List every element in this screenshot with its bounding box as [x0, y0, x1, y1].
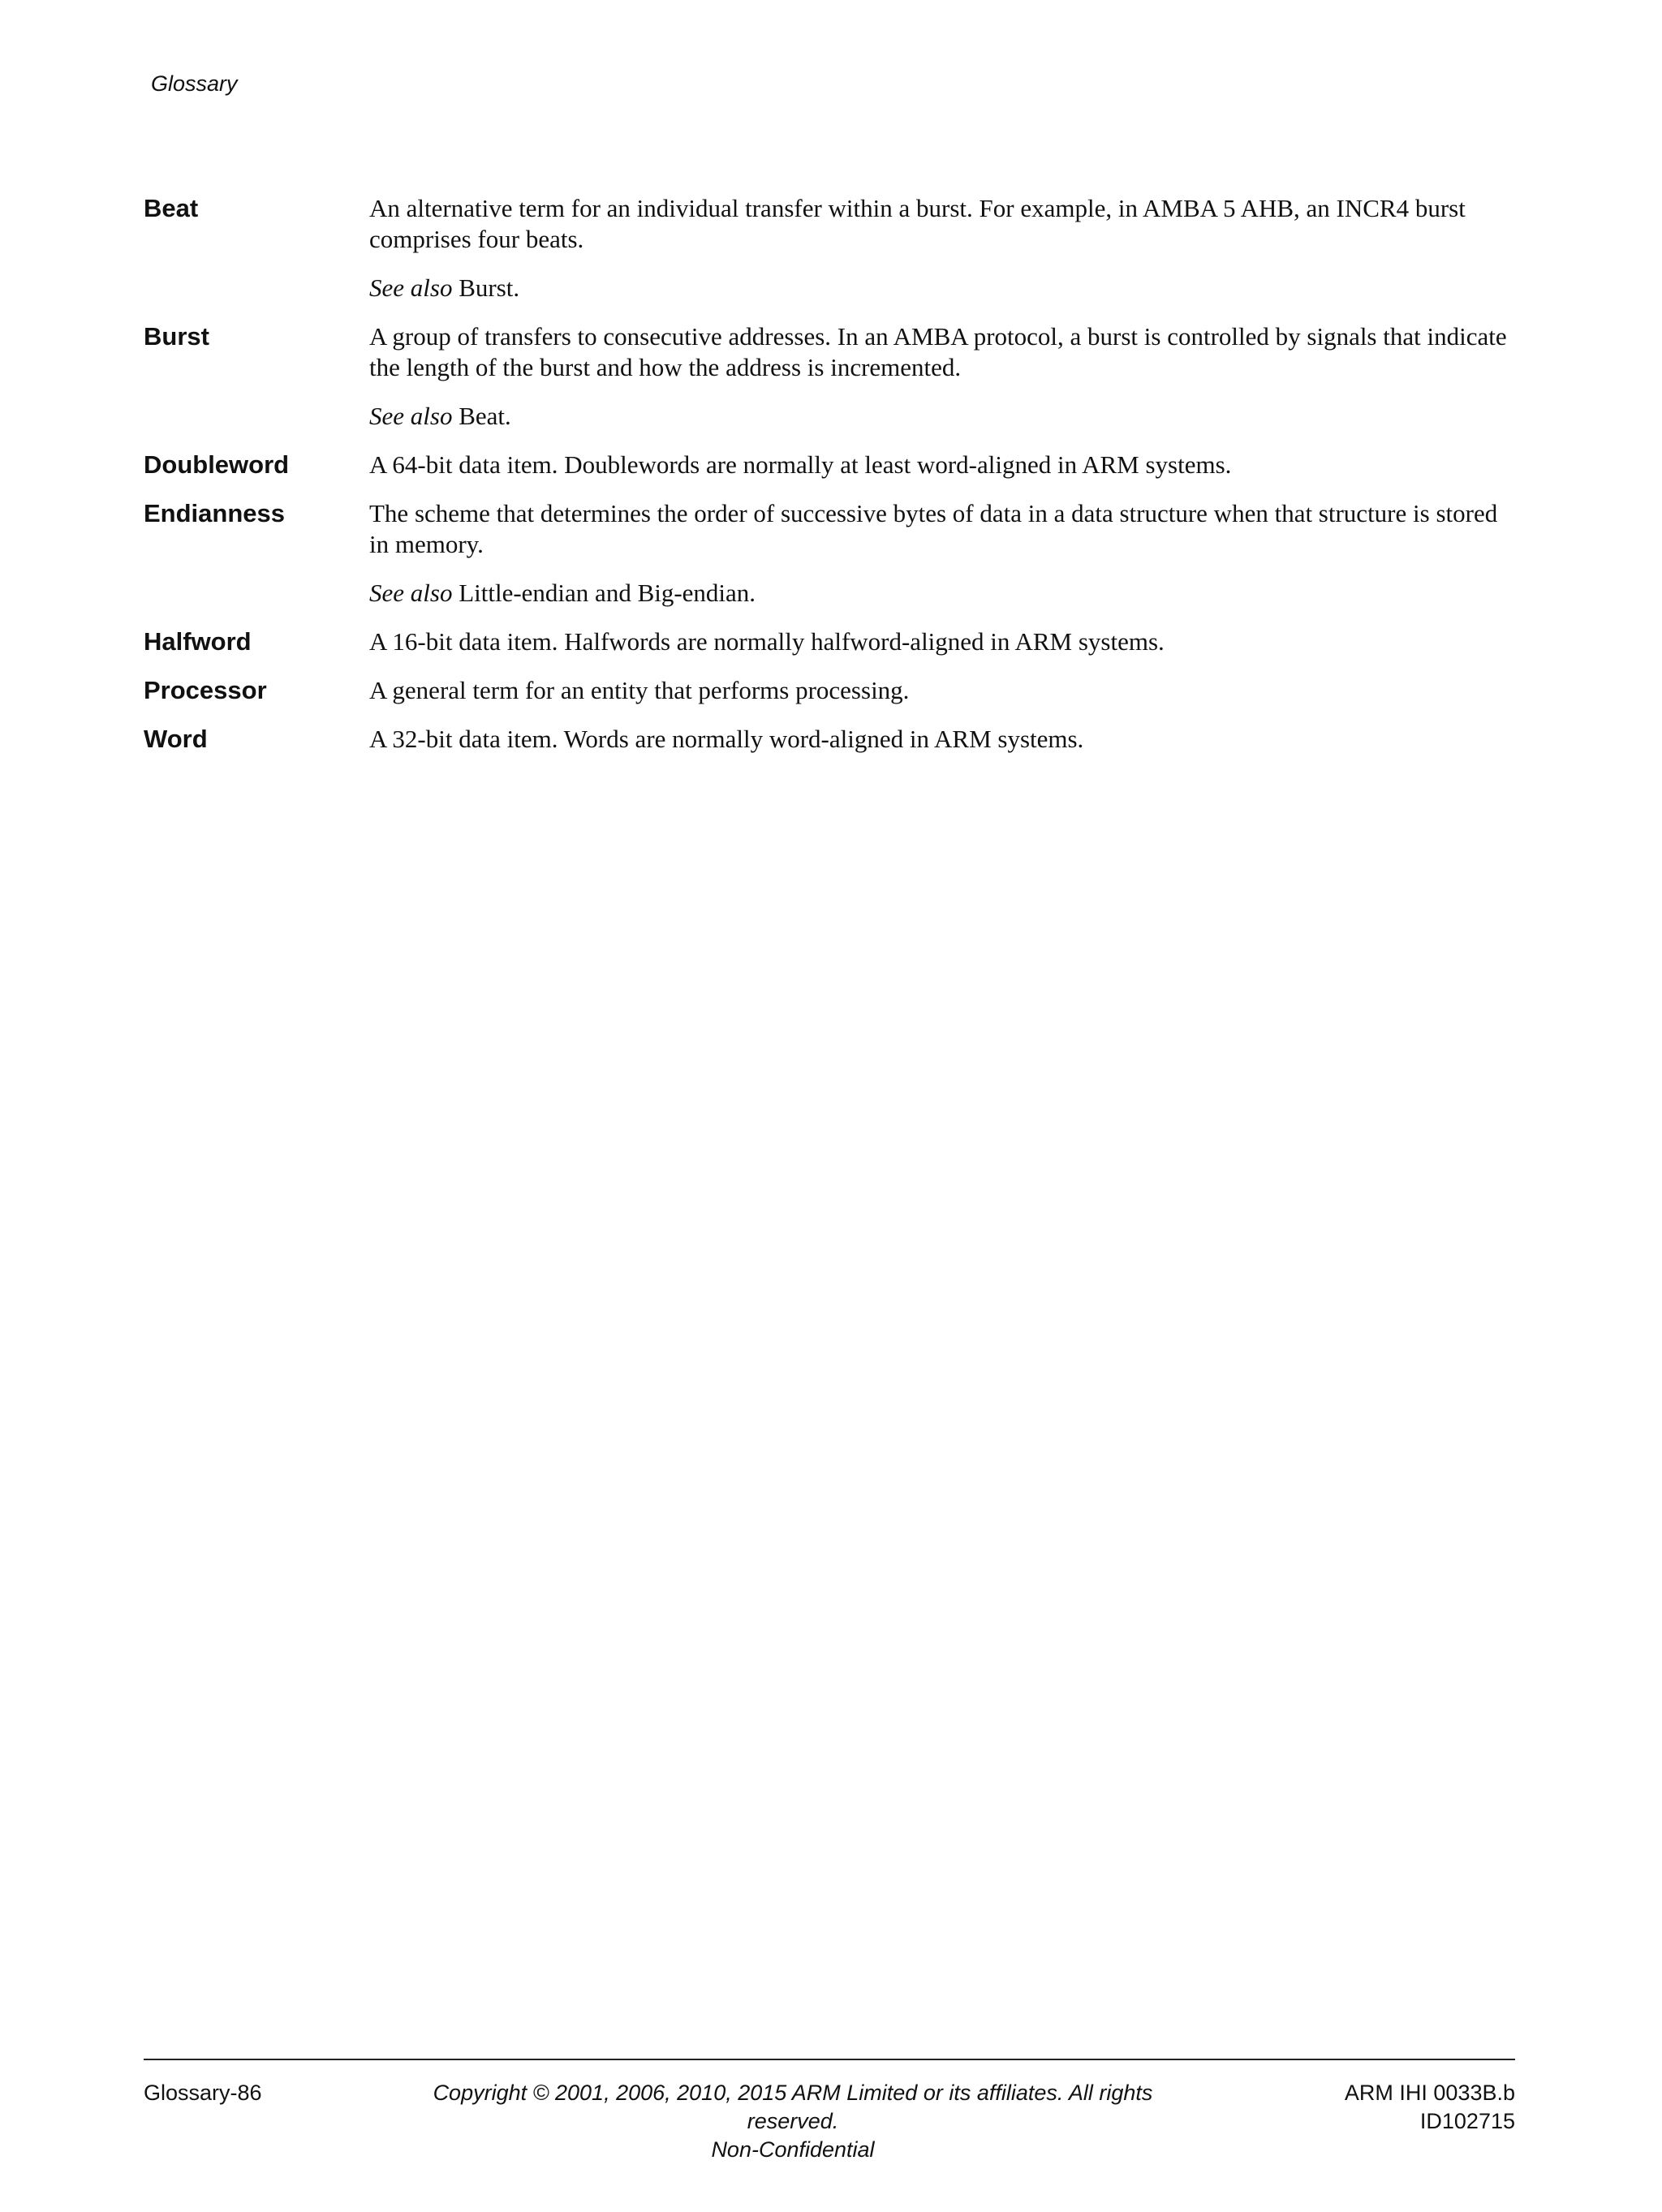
see-also — [369, 273, 1515, 303]
see-also-label: See also — [369, 273, 453, 302]
glossary-definition: A general term for an entity that performs processing. — [369, 676, 910, 704]
see-also-label: See also — [369, 402, 453, 430]
issue-id: ID102715 — [1419, 2109, 1515, 2133]
glossary-definition: The scheme that determines the order of successive bytes of data in a data structure when that structure is stored in memory. — [369, 499, 1498, 558]
copyright-notice: Copyright © 2001, 2006, 2010, 2015 ARM Limited or its affiliates. All rights reserved. — [433, 2081, 1153, 2133]
glossary-definition: A 32-bit data item. Words are normally word-aligned in ARM systems. — [369, 725, 1084, 753]
glossary-definition: A 16-bit data item. Halfwords are normally halfword-aligned in ARM systems. — [369, 627, 1165, 656]
glossary-entry-processor — [144, 675, 1515, 706]
document-id: ARM IHI 0033B.b — [1344, 2081, 1515, 2105]
glossary-definition: A group of transfers to consecutive addresses. In an AMBA protocol, a burst is controlled by signals that indicate the length of the burst and how the address is incremented. — [369, 322, 1507, 381]
glossary-term: Halfword — [144, 627, 252, 656]
running-header: Glossary — [151, 71, 238, 96]
glossary-entry-halfword — [144, 626, 1515, 657]
glossary-term: Doubleword — [144, 450, 290, 479]
glossary-entry-burst — [144, 321, 1515, 432]
glossary-term: Word — [144, 725, 208, 753]
page-number: Glossary-86 — [144, 2081, 262, 2105]
glossary-entry-endianness — [144, 498, 1515, 609]
glossary-entry-doubleword — [144, 450, 1515, 480]
document-id-block — [1345, 2079, 1515, 2136]
see-also-label: See also — [369, 579, 453, 607]
glossary-term: Endianness — [144, 499, 285, 527]
see-also-reference: Little-endian and Big-endian. — [459, 579, 756, 607]
glossary-entry-word — [144, 724, 1515, 755]
footer-divider — [144, 2059, 1515, 2060]
see-also-reference: Burst. — [459, 273, 520, 302]
glossary-list — [144, 193, 1515, 772]
see-also — [369, 401, 1515, 432]
glossary-definition: A 64-bit data item. Doublewords are normally at least word-aligned in ARM systems. — [369, 450, 1232, 479]
glossary-term: Processor — [144, 676, 267, 704]
see-also-reference: Beat. — [459, 402, 511, 430]
confidentiality-label: Non-Confidential — [711, 2137, 875, 2162]
glossary-definition: An alternative term for an individual transfer within a burst. For example, in AMBA 5 AHB, an INCR4 burst comprises four beats. — [369, 194, 1466, 253]
glossary-term: Beat — [144, 194, 199, 222]
footer-copyright-block — [387, 2079, 1199, 2164]
glossary-entry-beat — [144, 193, 1515, 303]
glossary-term: Burst — [144, 322, 209, 351]
see-also — [369, 578, 1515, 609]
